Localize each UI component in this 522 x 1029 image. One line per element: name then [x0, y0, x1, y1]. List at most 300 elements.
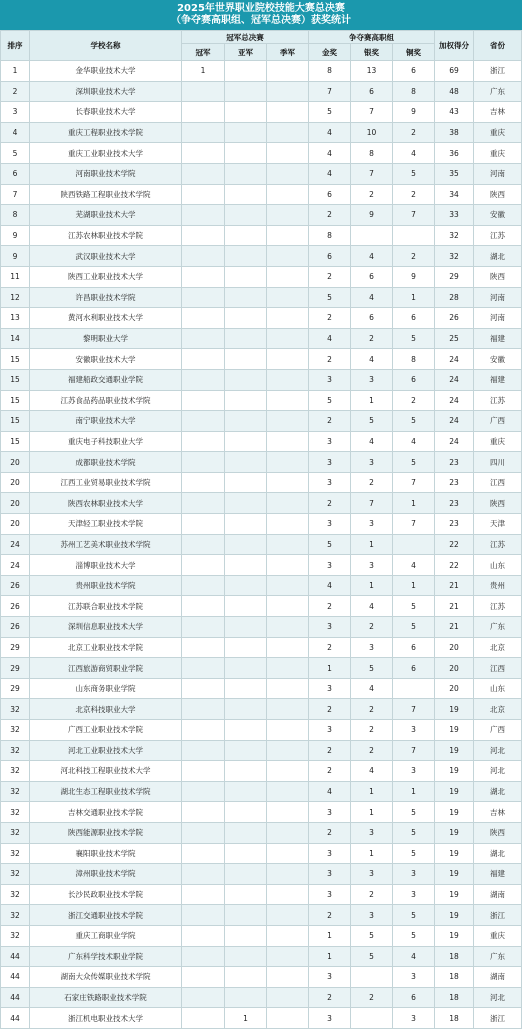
cell-silver: 2	[351, 184, 393, 205]
cell-bronze: 5	[393, 163, 435, 184]
cell-third	[267, 967, 309, 988]
cell-champion	[182, 431, 225, 452]
cell-score: 69	[435, 61, 474, 82]
cell-runner-up	[225, 555, 267, 576]
cell-bronze: 5	[393, 328, 435, 349]
cell-runner-up	[225, 843, 267, 864]
cell-province: 河北	[474, 740, 522, 761]
cell-school-name: 漳州职业技术学院	[30, 864, 182, 885]
cell-champion	[182, 122, 225, 143]
cell-school-name: 重庆工商职业学院	[30, 925, 182, 946]
cell-school-name: 石家庄铁路职业技术学院	[30, 987, 182, 1008]
cell-bronze: 3	[393, 967, 435, 988]
cell-school-name: 重庆工业职业技术大学	[30, 143, 182, 164]
cell-gold: 2	[309, 637, 351, 658]
cell-third	[267, 287, 309, 308]
cell-third	[267, 720, 309, 741]
header-runner: 亚军	[225, 44, 267, 61]
cell-bronze	[393, 534, 435, 555]
cell-runner-up	[225, 946, 267, 967]
cell-silver: 1	[351, 781, 393, 802]
cell-school-name: 吉林交通职业技术学院	[30, 802, 182, 823]
cell-runner-up	[225, 431, 267, 452]
cell-rank: 1	[1, 61, 30, 82]
cell-third	[267, 184, 309, 205]
cell-silver: 6	[351, 81, 393, 102]
cell-province: 天津	[474, 514, 522, 535]
table-row	[1, 534, 522, 555]
cell-province: 北京	[474, 699, 522, 720]
cell-gold: 3	[309, 720, 351, 741]
cell-silver: 2	[351, 617, 393, 638]
cell-gold: 3	[309, 802, 351, 823]
cell-champion	[182, 81, 225, 102]
cell-silver: 3	[351, 369, 393, 390]
cell-runner-up	[225, 967, 267, 988]
cell-school-name: 贵州职业技术学院	[30, 575, 182, 596]
cell-silver: 4	[351, 246, 393, 267]
cell-gold: 2	[309, 822, 351, 843]
cell-third	[267, 678, 309, 699]
cell-school-name: 广西工业职业技术学院	[30, 720, 182, 741]
cell-bronze: 1	[393, 575, 435, 596]
cell-province: 陕西	[474, 493, 522, 514]
cell-gold: 3	[309, 884, 351, 905]
cell-bronze	[393, 678, 435, 699]
cell-province: 广东	[474, 81, 522, 102]
cell-silver: 4	[351, 349, 393, 370]
cell-bronze: 2	[393, 390, 435, 411]
cell-champion	[182, 822, 225, 843]
cell-runner-up	[225, 390, 267, 411]
cell-runner-up	[225, 740, 267, 761]
cell-runner-up	[225, 411, 267, 432]
table-row	[1, 390, 522, 411]
cell-score: 19	[435, 740, 474, 761]
cell-school-name: 黎明职业大学	[30, 328, 182, 349]
cell-province: 湖北	[474, 246, 522, 267]
cell-province: 吉林	[474, 802, 522, 823]
cell-third	[267, 328, 309, 349]
cell-rank: 7	[1, 184, 30, 205]
cell-score: 18	[435, 946, 474, 967]
cell-runner-up	[225, 266, 267, 287]
cell-third	[267, 843, 309, 864]
cell-runner-up	[225, 802, 267, 823]
cell-champion	[182, 163, 225, 184]
cell-third	[267, 761, 309, 782]
cell-school-name: 天津轻工职业技术学院	[30, 514, 182, 535]
cell-school-name: 许昌职业技术学院	[30, 287, 182, 308]
header-third: 季军	[267, 44, 309, 61]
cell-gold: 3	[309, 555, 351, 576]
cell-third	[267, 163, 309, 184]
cell-score: 21	[435, 617, 474, 638]
cell-third	[267, 637, 309, 658]
cell-bronze: 6	[393, 637, 435, 658]
cell-runner-up	[225, 575, 267, 596]
cell-bronze: 7	[393, 472, 435, 493]
cell-score: 33	[435, 205, 474, 226]
cell-bronze: 1	[393, 781, 435, 802]
cell-score: 18	[435, 967, 474, 988]
cell-gold: 8	[309, 225, 351, 246]
cell-province: 湖南	[474, 884, 522, 905]
cell-third	[267, 472, 309, 493]
cell-silver: 4	[351, 287, 393, 308]
cell-runner-up	[225, 617, 267, 638]
cell-champion	[182, 843, 225, 864]
cell-bronze: 1	[393, 287, 435, 308]
cell-silver: 5	[351, 411, 393, 432]
cell-runner-up	[225, 493, 267, 514]
cell-rank: 3	[1, 102, 30, 123]
cell-school-name: 陕西能源职业技术学院	[30, 822, 182, 843]
cell-runner-up	[225, 822, 267, 843]
cell-silver: 7	[351, 493, 393, 514]
cell-bronze: 8	[393, 349, 435, 370]
cell-province: 福建	[474, 328, 522, 349]
table-body	[1, 61, 522, 1029]
cell-score: 32	[435, 246, 474, 267]
cell-province: 江西	[474, 658, 522, 679]
cell-score: 20	[435, 637, 474, 658]
cell-silver: 4	[351, 678, 393, 699]
table-row	[1, 781, 522, 802]
header-rank: 排序	[1, 31, 30, 61]
cell-silver: 1	[351, 390, 393, 411]
cell-bronze: 4	[393, 431, 435, 452]
cell-rank: 44	[1, 1008, 30, 1029]
cell-silver: 3	[351, 514, 393, 535]
table-row	[1, 102, 522, 123]
cell-bronze: 9	[393, 266, 435, 287]
cell-third	[267, 864, 309, 885]
cell-runner-up	[225, 328, 267, 349]
cell-rank: 32	[1, 781, 30, 802]
cell-third	[267, 225, 309, 246]
cell-rank: 32	[1, 802, 30, 823]
table-row	[1, 946, 522, 967]
cell-silver: 9	[351, 205, 393, 226]
cell-school-name: 北京科技职业大学	[30, 699, 182, 720]
cell-score: 24	[435, 411, 474, 432]
cell-gold: 2	[309, 205, 351, 226]
cell-runner-up	[225, 287, 267, 308]
cell-province: 福建	[474, 369, 522, 390]
cell-gold: 1	[309, 658, 351, 679]
cell-third	[267, 905, 309, 926]
cell-rank: 20	[1, 472, 30, 493]
cell-third	[267, 1008, 309, 1029]
table-row	[1, 287, 522, 308]
cell-bronze: 2	[393, 122, 435, 143]
cell-province: 浙江	[474, 1008, 522, 1029]
cell-runner-up	[225, 225, 267, 246]
cell-gold: 5	[309, 534, 351, 555]
cell-champion	[182, 493, 225, 514]
cell-score: 19	[435, 905, 474, 926]
cell-province: 河北	[474, 987, 522, 1008]
cell-champion	[182, 266, 225, 287]
cell-province: 湖南	[474, 967, 522, 988]
cell-champion	[182, 225, 225, 246]
cell-school-name: 深圳信息职业技术大学	[30, 617, 182, 638]
cell-third	[267, 658, 309, 679]
cell-runner-up	[225, 514, 267, 535]
cell-silver: 2	[351, 740, 393, 761]
cell-silver: 1	[351, 843, 393, 864]
title-line-2: （争夺赛高职组、冠军总决赛）获奖统计	[171, 15, 351, 26]
cell-rank: 20	[1, 452, 30, 473]
cell-school-name: 北京工业职业技术学院	[30, 637, 182, 658]
table-row	[1, 884, 522, 905]
cell-third	[267, 266, 309, 287]
cell-score: 19	[435, 822, 474, 843]
cell-rank: 20	[1, 514, 30, 535]
cell-score: 18	[435, 987, 474, 1008]
header-champion-group: 冠军总决赛	[182, 31, 309, 44]
cell-rank: 13	[1, 308, 30, 329]
cell-province: 贵州	[474, 575, 522, 596]
cell-silver: 1	[351, 534, 393, 555]
cell-school-name: 江西工业贸易职业技术学院	[30, 472, 182, 493]
cell-province: 四川	[474, 452, 522, 473]
cell-score: 19	[435, 864, 474, 885]
cell-rank: 32	[1, 905, 30, 926]
cell-third	[267, 575, 309, 596]
cell-champion	[182, 205, 225, 226]
cell-silver	[351, 225, 393, 246]
cell-runner-up	[225, 905, 267, 926]
cell-silver: 6	[351, 266, 393, 287]
cell-rank: 15	[1, 349, 30, 370]
cell-runner-up	[225, 61, 267, 82]
cell-bronze: 8	[393, 81, 435, 102]
cell-champion	[182, 184, 225, 205]
header-silver: 银奖	[351, 44, 393, 61]
cell-bronze: 7	[393, 514, 435, 535]
table-row	[1, 1008, 522, 1029]
cell-province: 山东	[474, 555, 522, 576]
cell-gold: 2	[309, 411, 351, 432]
cell-score: 43	[435, 102, 474, 123]
cell-school-name: 陕西工业职业技术大学	[30, 266, 182, 287]
cell-third	[267, 122, 309, 143]
cell-bronze: 5	[393, 843, 435, 864]
cell-third	[267, 246, 309, 267]
cell-champion	[182, 349, 225, 370]
table-row	[1, 163, 522, 184]
cell-score: 19	[435, 699, 474, 720]
cell-score: 19	[435, 884, 474, 905]
cell-third	[267, 740, 309, 761]
cell-bronze: 2	[393, 246, 435, 267]
cell-champion	[182, 308, 225, 329]
cell-province: 山东	[474, 678, 522, 699]
table-row	[1, 699, 522, 720]
cell-silver: 10	[351, 122, 393, 143]
cell-silver: 2	[351, 884, 393, 905]
cell-bronze: 1	[393, 493, 435, 514]
cell-runner-up	[225, 102, 267, 123]
cell-score: 19	[435, 781, 474, 802]
cell-gold: 5	[309, 390, 351, 411]
cell-runner-up	[225, 987, 267, 1008]
cell-rank: 26	[1, 575, 30, 596]
cell-province: 吉林	[474, 102, 522, 123]
cell-province: 江苏	[474, 596, 522, 617]
cell-school-name: 河南职业技术学院	[30, 163, 182, 184]
cell-score: 19	[435, 925, 474, 946]
cell-gold: 2	[309, 493, 351, 514]
cell-runner-up	[225, 720, 267, 741]
cell-third	[267, 369, 309, 390]
cell-runner-up	[225, 761, 267, 782]
cell-rank: 11	[1, 266, 30, 287]
cell-third	[267, 987, 309, 1008]
table-row	[1, 411, 522, 432]
cell-runner-up	[225, 122, 267, 143]
cell-score: 29	[435, 266, 474, 287]
cell-gold: 1	[309, 946, 351, 967]
cell-bronze: 5	[393, 596, 435, 617]
cell-bronze: 5	[393, 822, 435, 843]
cell-champion	[182, 390, 225, 411]
cell-runner-up	[225, 81, 267, 102]
cell-champion	[182, 143, 225, 164]
cell-gold: 2	[309, 266, 351, 287]
cell-silver: 8	[351, 143, 393, 164]
cell-rank: 9	[1, 225, 30, 246]
cell-third	[267, 143, 309, 164]
cell-score: 21	[435, 596, 474, 617]
cell-gold: 5	[309, 102, 351, 123]
header-champ: 冠军	[182, 44, 225, 61]
cell-school-name: 长沙民政职业技术学院	[30, 884, 182, 905]
cell-rank: 15	[1, 390, 30, 411]
cell-rank: 14	[1, 328, 30, 349]
cell-school-name: 江苏食品药品职业技术学院	[30, 390, 182, 411]
cell-third	[267, 452, 309, 473]
header-contest-group: 争夺赛高职组	[309, 31, 435, 44]
cell-score: 23	[435, 452, 474, 473]
cell-runner-up	[225, 143, 267, 164]
cell-province: 湖北	[474, 843, 522, 864]
table-row	[1, 637, 522, 658]
awards-table	[0, 30, 522, 1029]
header-bronze: 铜奖	[393, 44, 435, 61]
cell-silver	[351, 1008, 393, 1029]
cell-third	[267, 102, 309, 123]
table-row	[1, 328, 522, 349]
cell-third	[267, 781, 309, 802]
cell-province: 陕西	[474, 822, 522, 843]
cell-gold: 3	[309, 967, 351, 988]
table-row	[1, 987, 522, 1008]
cell-bronze: 3	[393, 720, 435, 741]
cell-bronze: 6	[393, 987, 435, 1008]
cell-champion	[182, 617, 225, 638]
cell-silver: 2	[351, 328, 393, 349]
cell-school-name: 黄河水利职业技术大学	[30, 308, 182, 329]
cell-gold: 2	[309, 349, 351, 370]
cell-gold: 4	[309, 328, 351, 349]
cell-champion	[182, 946, 225, 967]
cell-rank: 32	[1, 925, 30, 946]
cell-champion	[182, 720, 225, 741]
cell-runner-up	[225, 163, 267, 184]
cell-runner-up: 1	[225, 1008, 267, 1029]
cell-gold: 5	[309, 287, 351, 308]
table-row	[1, 493, 522, 514]
cell-gold: 3	[309, 617, 351, 638]
cell-score: 24	[435, 431, 474, 452]
table-row	[1, 143, 522, 164]
cell-champion	[182, 637, 225, 658]
cell-gold: 2	[309, 699, 351, 720]
cell-gold: 4	[309, 122, 351, 143]
cell-bronze: 4	[393, 946, 435, 967]
cell-school-name: 河北工业职业技术大学	[30, 740, 182, 761]
cell-runner-up	[225, 472, 267, 493]
cell-score: 24	[435, 369, 474, 390]
table-row	[1, 658, 522, 679]
cell-champion	[182, 987, 225, 1008]
cell-school-name: 襄阳职业技术学院	[30, 843, 182, 864]
cell-school-name: 长春职业技术大学	[30, 102, 182, 123]
cell-runner-up	[225, 308, 267, 329]
cell-champion	[182, 369, 225, 390]
cell-gold: 1	[309, 925, 351, 946]
cell-school-name: 浙江交通职业技术学院	[30, 905, 182, 926]
cell-bronze: 7	[393, 205, 435, 226]
cell-runner-up	[225, 699, 267, 720]
cell-third	[267, 946, 309, 967]
cell-school-name: 苏州工艺美术职业技术学院	[30, 534, 182, 555]
cell-third	[267, 534, 309, 555]
cell-school-name: 湖北生态工程职业技术学院	[30, 781, 182, 802]
table-row	[1, 905, 522, 926]
cell-third	[267, 596, 309, 617]
cell-province: 陕西	[474, 184, 522, 205]
cell-school-name: 陕西铁路工程职业技术学院	[30, 184, 182, 205]
table-row	[1, 864, 522, 885]
cell-bronze: 4	[393, 555, 435, 576]
cell-runner-up	[225, 534, 267, 555]
cell-province: 安徽	[474, 349, 522, 370]
cell-province: 浙江	[474, 905, 522, 926]
cell-school-name: 江苏农林职业技术学院	[30, 225, 182, 246]
cell-silver: 2	[351, 699, 393, 720]
cell-runner-up	[225, 452, 267, 473]
cell-school-name: 山东商务职业学院	[30, 678, 182, 699]
cell-champion	[182, 287, 225, 308]
cell-third	[267, 822, 309, 843]
cell-champion	[182, 905, 225, 926]
cell-bronze: 3	[393, 761, 435, 782]
cell-runner-up	[225, 864, 267, 885]
cell-silver	[351, 967, 393, 988]
cell-gold: 4	[309, 781, 351, 802]
cell-school-name: 南宁职业技术大学	[30, 411, 182, 432]
cell-province: 重庆	[474, 122, 522, 143]
table-row	[1, 596, 522, 617]
cell-school-name: 浙江机电职业技术大学	[30, 1008, 182, 1029]
cell-champion	[182, 246, 225, 267]
cell-champion	[182, 411, 225, 432]
cell-bronze: 6	[393, 369, 435, 390]
